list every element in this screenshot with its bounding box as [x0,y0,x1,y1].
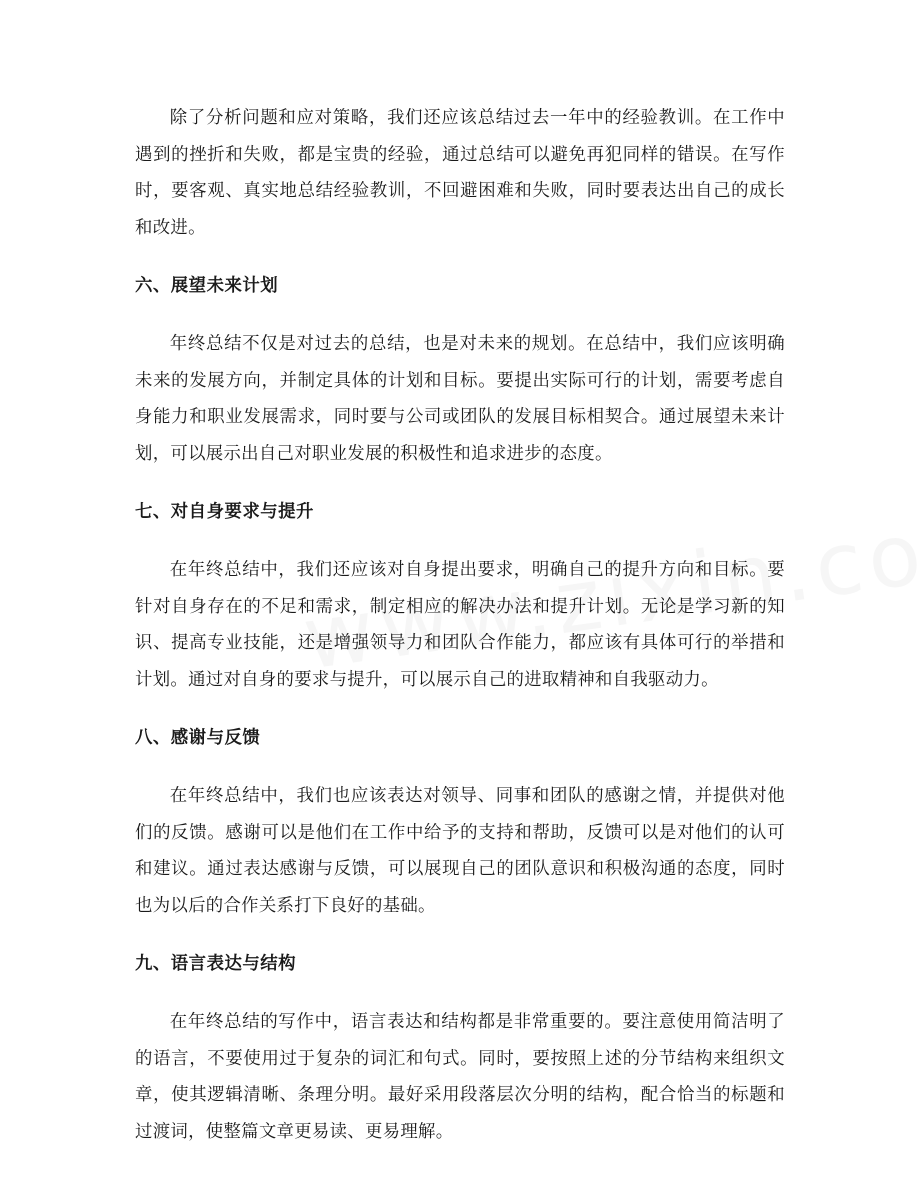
paragraph-future-plans: 年终总结不仅是对过去的总结，也是对未来的规划。在总结中，我们应该明确未来的发展方向，并制定具体的计划和目标。要提出实际可行的计划，需要考虑自身能力和职业发展需求，同时要与公司或团队的发展目标相契合。通过展望未来计划，可以展示出自己对职业发展的积极性和追求进步的态度。 [135,334,785,464]
heading-self-improvement: 七、对自身要求与提升 [135,502,314,522]
paragraph-thanks-feedback: 在年终总结中，我们也应该表达对领导、同事和团队的感谢之情，并提供对他们的反馈。感谢可以是他们在工作中给予的支持和帮助，反馈可以是对他们的认可和建议。通过表达感谢与反馈，可以展现自己的团队意识和积极沟通的态度，同时也为以后的合作关系打下良好的基础。 [135,786,785,916]
heading-language-structure: 九、语言表达与结构 [135,954,297,974]
heading-thanks-feedback: 八、感谢与反馈 [135,728,261,748]
paragraph-lessons: 除了分析问题和应对策略，我们还应该总结过去一年中的经验教训。在工作中遇到的挫折和失败，都是宝贵的经验，通过总结可以避免再犯同样的错误。在写作时，要客观、真实地总结经验教训，不回避困难和失败，同时要表达出自己的成长和改进。 [135,108,785,238]
paragraph-language-structure: 在年终总结的写作中，语言表达和结构都是非常重要的。要注意使用简洁明了的语言，不要使用过于复杂的词汇和句式。同时，要按照上述的分节结构来组织文章，使其逻辑清晰、条理分明。最好采用段落层次分明的结构，配合恰当的标题和过渡词，使整篇文章更易读、更易理解。 [135,1012,785,1142]
heading-future-plans: 六、展望未来计划 [135,276,279,296]
document-body [135,100,785,1150]
paragraph-self-improvement: 在年终总结中，我们还应该对自身提出要求，明确自己的提升方向和目标。要针对自身存在的不足和需求，制定相应的解决办法和提升计划。无论是学习新的知识、提高专业技能，还是增强领导力和团队合作能力，都应该有具体可行的举措和计划。通过对自身的要求与提升，可以展示自己的进取精神和自我驱动力。 [135,560,785,690]
